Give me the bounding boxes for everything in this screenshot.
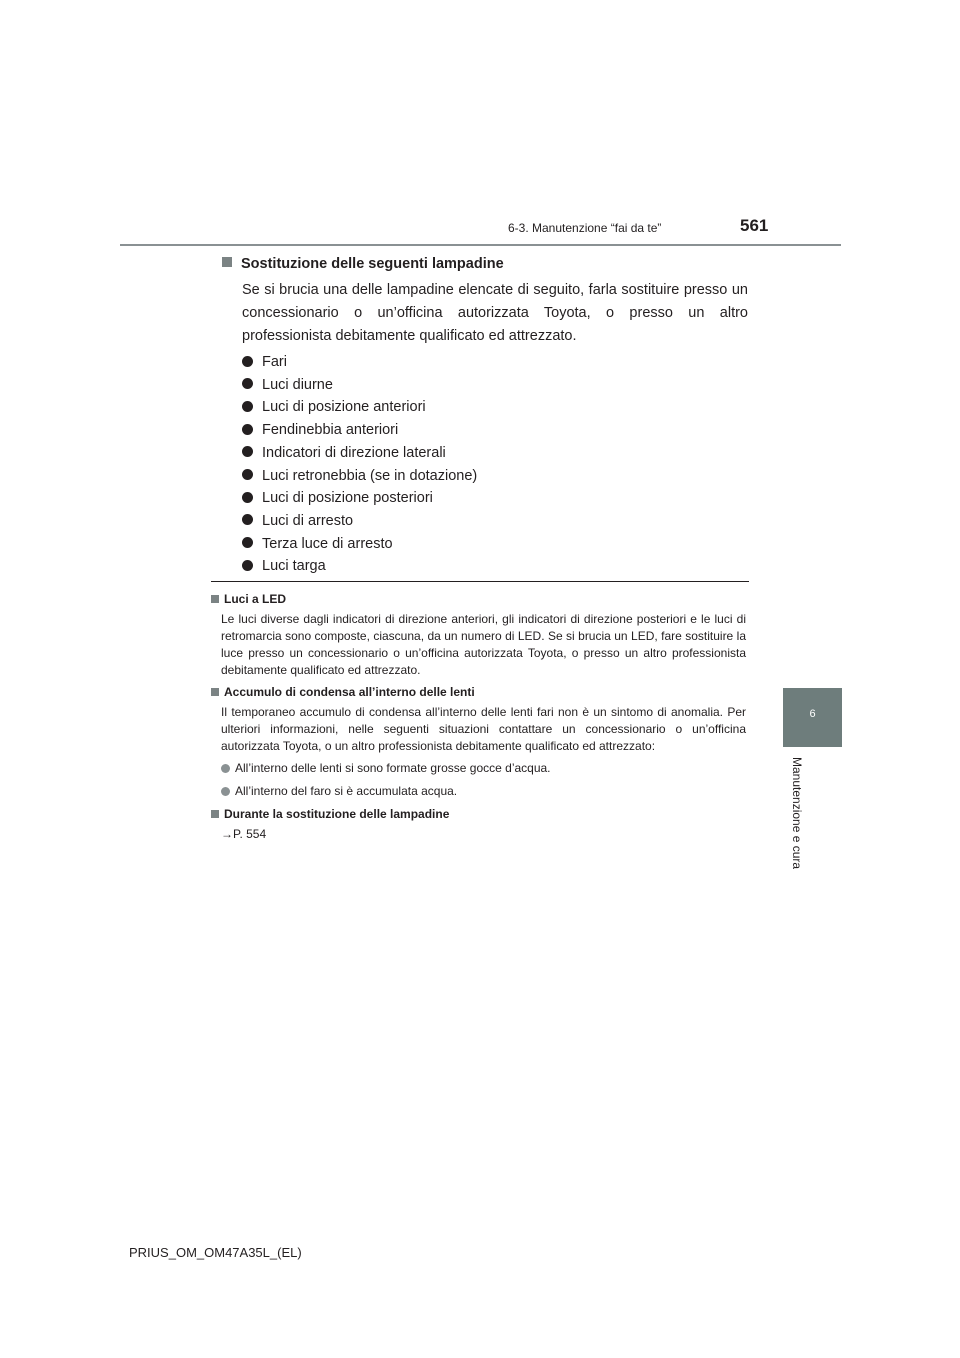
note-replacement	[211, 806, 746, 843]
list-item: Fendinebbia anteriori	[242, 419, 748, 442]
condensation-list	[221, 760, 746, 800]
note-title: Luci a LED	[211, 591, 746, 608]
bullet-icon	[221, 764, 230, 773]
header-divider	[120, 244, 841, 246]
list-item: Indicatori di direzione laterali	[242, 442, 748, 465]
bullet-icon	[221, 787, 230, 796]
bullet-icon	[242, 401, 253, 412]
bullet-icon	[242, 424, 253, 435]
note-condensation	[211, 684, 746, 800]
section-heading	[222, 254, 748, 274]
chapter-number: 6	[809, 708, 816, 720]
chapter-label: Manutenzione e cura	[790, 757, 804, 870]
note-led	[211, 591, 746, 679]
document-code: PRIUS_OM_OM47A35L_(EL)	[129, 1245, 302, 1260]
list-item: Luci diurne	[242, 374, 748, 397]
header-section-title: 6-3. Manutenzione “fai da te”	[508, 221, 662, 235]
list-item: Fari	[242, 351, 748, 374]
notes-section	[211, 591, 746, 848]
notes-divider	[211, 581, 749, 582]
list-item: Terza luce di arresto	[242, 533, 748, 556]
square-bullet-icon	[211, 688, 219, 696]
list-item: Luci targa	[242, 555, 748, 578]
list-item: Luci di posizione anteriori	[242, 396, 748, 419]
bullet-icon	[242, 537, 253, 548]
list-item: All’interno del faro si è accumulata acqua.	[221, 783, 746, 800]
section-heading-text: Sostituzione delle seguenti lampadine	[241, 256, 504, 272]
note-title: Durante la sostituzione delle lampadine	[211, 806, 746, 823]
square-bullet-icon	[211, 595, 219, 603]
square-bullet-icon	[222, 257, 232, 267]
page-reference-link[interactable]: →P. 554	[221, 827, 267, 841]
note-text: Il temporaneo accumulo di condensa all’interno delle lenti fari non è un sintomo di anomalia. Per ulteriori informazioni, nelle seguenti situazioni contattare un concessionario o un’officina autorizzata Toyota, o un altro professionista debitamente qualificato ed attrezzato:	[221, 705, 746, 753]
list-item: Luci di posizione posteriori	[242, 487, 748, 510]
list-item: Luci di arresto	[242, 510, 748, 533]
chapter-tab	[783, 688, 842, 747]
main-section	[222, 254, 748, 578]
bullet-icon	[242, 356, 253, 367]
note-title: Accumulo di condensa all’interno delle lenti	[211, 684, 746, 701]
note-text: Le luci diverse dagli indicatori di direzione anteriori, gli indicatori di direzione posteriori e le luci di retromarcia sono composte, ciascuna, da un numero di LED. Se si brucia un LED, fare sostituire la luce presso un concessionario o un’officina autorizzata Toyota, o presso un altro professionista debitamente qualificato ed attrezzato.	[221, 612, 746, 677]
square-bullet-icon	[211, 810, 219, 818]
list-item: Luci retronebbia (se in dotazione)	[242, 465, 748, 488]
bullet-icon	[242, 469, 253, 480]
bullet-icon	[242, 560, 253, 571]
section-intro: Se si brucia una delle lampadine elencate di seguito, farla sostituire presso un concessionario o un’officina autorizzata Toyota, o presso un altro professionista debitamente qualificato ed attrezzato.	[242, 282, 748, 344]
list-item: All’interno delle lenti si sono formate grosse gocce d’acqua.	[221, 760, 746, 777]
page-number: 561	[740, 216, 769, 235]
bullet-icon	[242, 378, 253, 389]
bullet-icon	[242, 514, 253, 525]
bullet-icon	[242, 492, 253, 503]
bullet-icon	[242, 446, 253, 457]
bulb-list	[242, 351, 748, 578]
